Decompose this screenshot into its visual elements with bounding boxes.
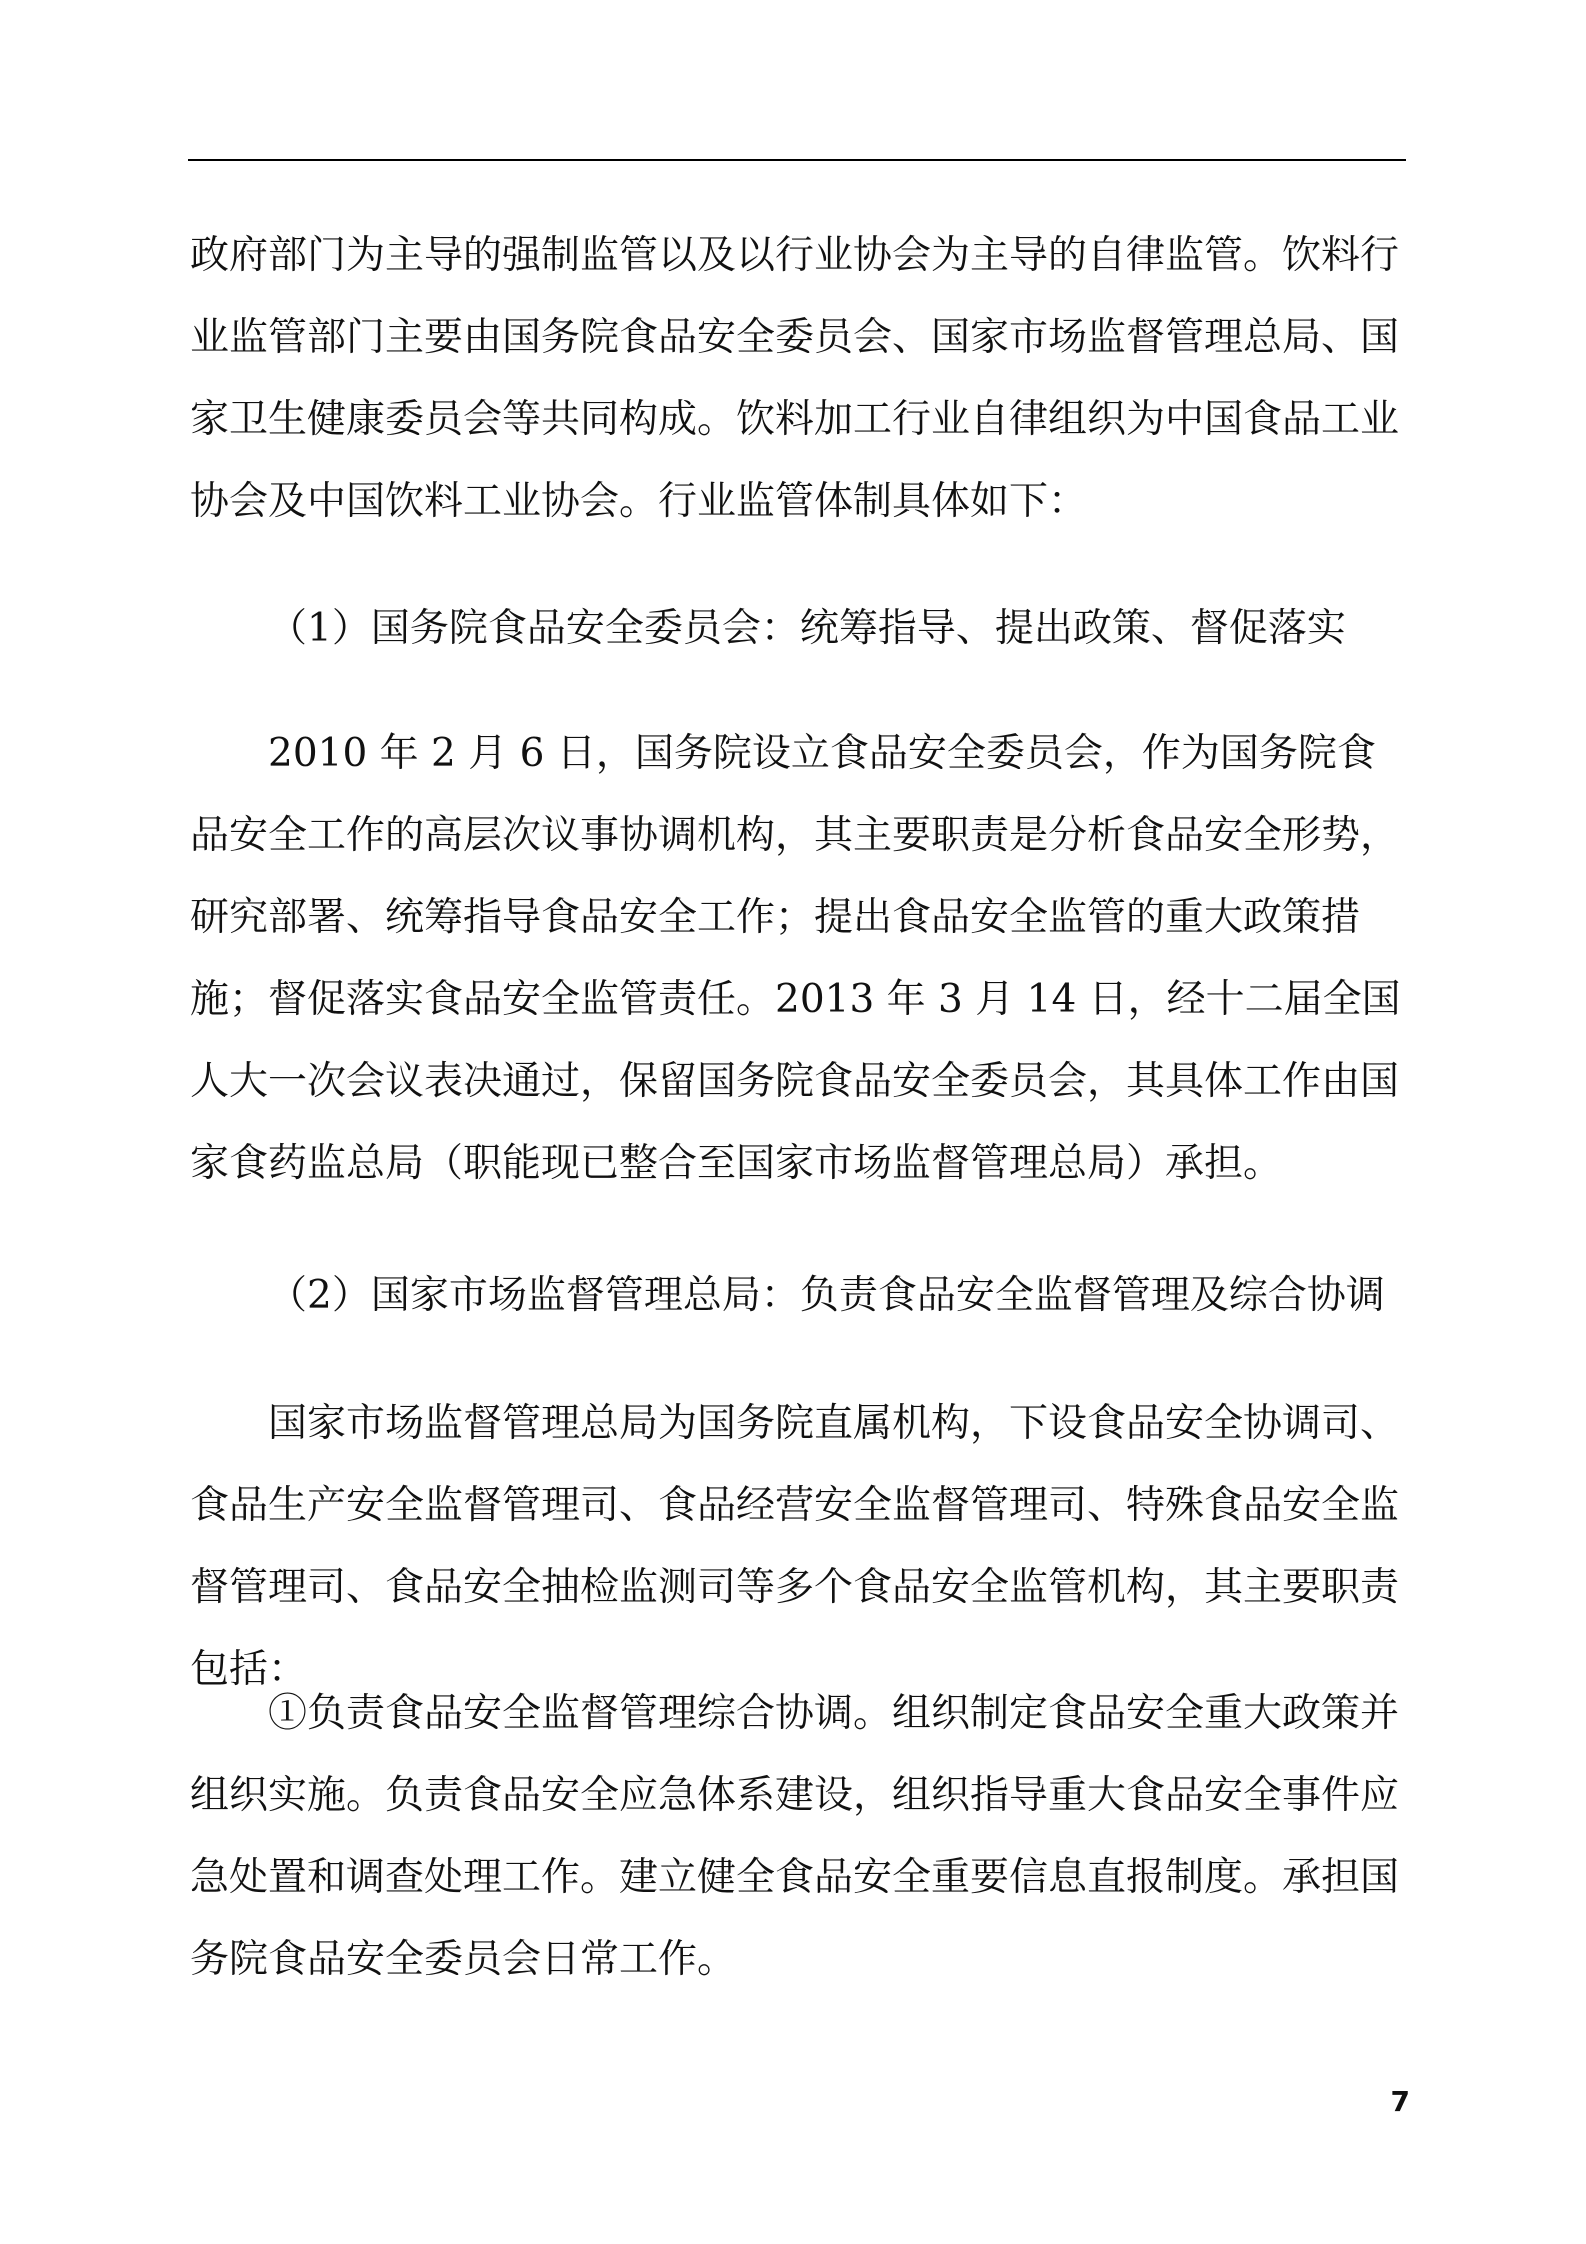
paragraph-duty-1: ①负责食品安全监督管理综合协调。组织制定食品安全重大政策并组织实施。负责食品安全应急体系建设，组织指导重大食品安全事件应急处置和调查处理工作。建立健全食品安全重要信息直报制度。承担国务院食品安全委员会日常工作。: [190, 1691, 1400, 1982]
page-number: 7: [1390, 2085, 1410, 2118]
paragraph-food-safety-commission: 2010 年 2 月 6 日，国务院设立食品安全委员会，作为国务院食品安全工作的高层次议事协调机构，其主要职责是分析食品安全形势，研究部署、统筹指导食品安全工作；提出食品安全监管的重大政策措施；督促落实食品安全监管责任。2013 年 3 月 14 日，经十二届全国人大一次会议表决通过，保留国务院食品安全委员会，其具体工作由国家食药监总局（职能现已整合至国家市场监督管理总局）承担。: [190, 731, 1401, 1186]
header-rule: [188, 159, 1406, 161]
paragraph-market-regulation-administration: 国家市场监督管理总局为国务院直属机构，下设食品安全协调司、食品生产安全监督管理司、食品经营安全监督管理司、特殊食品安全监督管理司、食品安全抽检监测司等多个食品安全监管机构，其主要职责包括：: [190, 1401, 1400, 1692]
heading-market-regulation-administration: （2）国家市场监督管理总局：负责食品安全监督管理及综合协调: [268, 1273, 1385, 1318]
paragraph-regulatory-system: 政府部门为主导的强制监管以及以行业协会为主导的自律监管。饮料行业监管部门主要由国务院食品安全委员会、国家市场监督管理总局、国家卫生健康委员会等共同构成。饮料加工行业自律组织为中国食品工业协会及中国饮料工业协会。行业监管体制具体如下：: [190, 233, 1400, 524]
heading-food-safety-commission: （1）国务院食品安全委员会：统筹指导、提出政策、督促落实: [268, 606, 1346, 651]
